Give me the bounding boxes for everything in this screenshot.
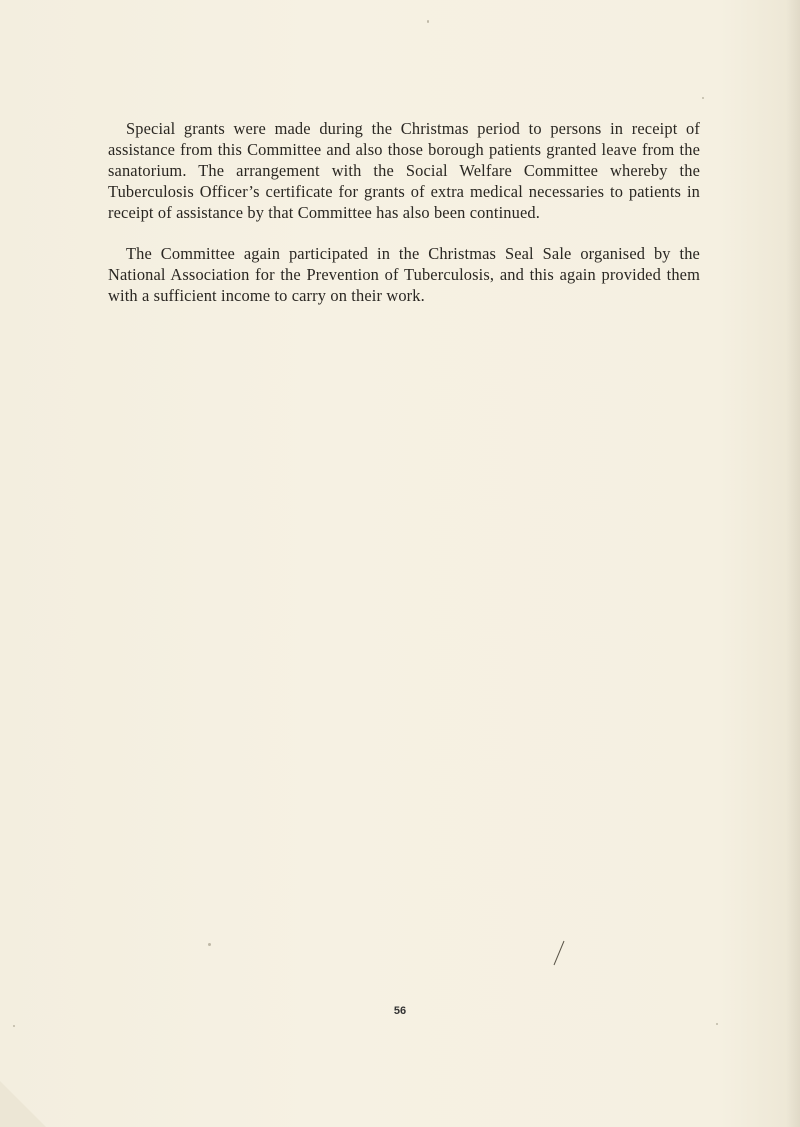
document-body bbox=[108, 118, 700, 326]
pencil-mark bbox=[553, 940, 565, 966]
paragraph-christmas-grants: Special grants were made during the Christmas period to persons in receipt of assistance from this Committee and also those borough patients granted leave from the sanatorium. The arrangement with the Social Welfare Committee whereby the Tuberculosis Officer’s certificate for grants of extra medical necessaries to patients in receipt of assistance by that Committee has also been continued. bbox=[108, 119, 700, 222]
speck bbox=[702, 97, 704, 99]
page-number: 56 bbox=[393, 1005, 407, 1017]
speck bbox=[208, 943, 211, 946]
page-edge-shadow bbox=[786, 0, 800, 1127]
speck bbox=[716, 1023, 718, 1025]
paragraph-christmas-seal-sale: The Committee again participated in the Christmas Seal Sale organised by the National Association for the Prevention of Tuberculosis, and this again provided them with a sufficient income to carry on their work. bbox=[108, 244, 700, 305]
page-corner-fold bbox=[0, 1081, 46, 1127]
speck bbox=[13, 1025, 15, 1027]
speck bbox=[427, 20, 429, 23]
